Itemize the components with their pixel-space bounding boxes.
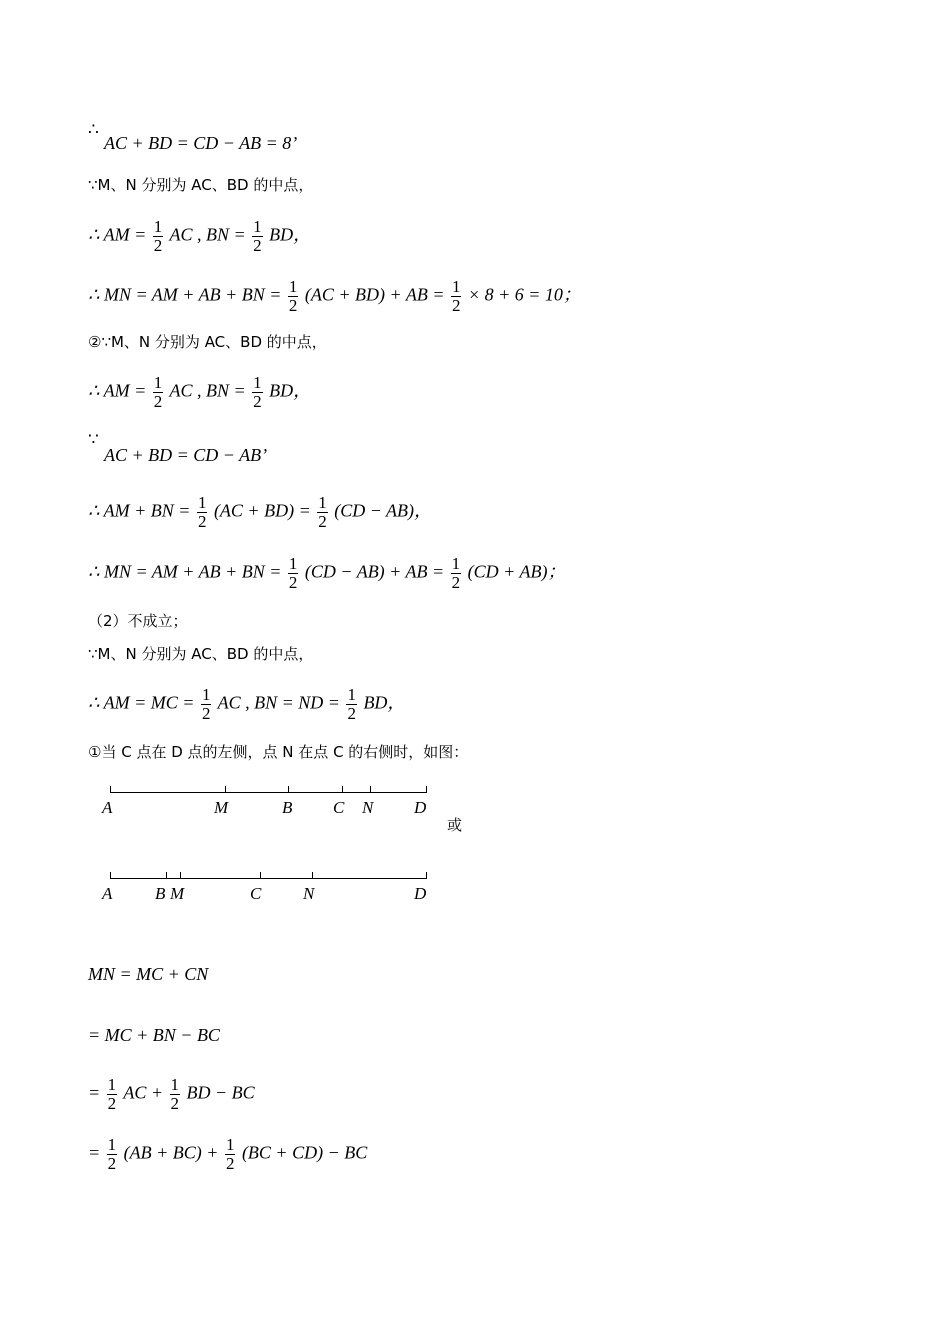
point-label: B <box>282 798 293 817</box>
tick <box>342 786 343 793</box>
point-label: D <box>414 798 427 817</box>
point-label: N <box>303 884 315 903</box>
tick <box>426 786 427 793</box>
fraction: $\frac{1}{2}$ <box>451 554 461 592</box>
fraction: $\frac{1}{2}$ <box>253 217 262 255</box>
line-7 <box>88 432 99 449</box>
fraction: $\frac{1}{2}$ <box>107 1075 117 1113</box>
fraction: $\frac{1}{2}$ <box>153 217 163 255</box>
tick <box>288 786 289 793</box>
point-label: D <box>414 884 427 903</box>
line-3: ∴ AM = $\frac{1}{2}$ AC , BN = $\frac{1}{2}$ BD， <box>88 217 312 255</box>
line-12: ∴ AM = MC = $\frac{1}{2}$ AC , BN = ND = $\frac{1}{2}$ BD， <box>88 685 406 723</box>
segment-diagram-2 <box>100 870 440 910</box>
fraction: $\frac{1}{2}$ <box>170 1075 179 1113</box>
tick <box>225 786 226 793</box>
point-label: N <box>362 798 374 817</box>
line-10: （2）不成立； <box>88 612 188 630</box>
point-label: B <box>155 884 166 903</box>
line-9: ∴ MN = AM + AB + BN = $\frac{1}{2}$ (CD − AB) + AB = $\frac{1}{2}$ (CD + AB)； <box>88 554 566 592</box>
segment-line <box>110 792 426 793</box>
line-15: = MC + BN − BC <box>88 1025 220 1045</box>
point-label: A <box>102 798 113 817</box>
point-label: C <box>333 798 345 817</box>
tick <box>110 872 111 879</box>
tick <box>180 872 181 879</box>
tick <box>110 786 111 793</box>
equation-1: AC + BD = CD − AB = 8’ <box>104 133 298 153</box>
fraction: $\frac{1}{2}$ <box>288 277 298 315</box>
equation-7: AC + BD = CD − AB’ <box>104 445 268 465</box>
line-4: ∴ MN = AM + AB + BN = $\frac{1}{2}$ (AC + BD) + AB = $\frac{1}{2}$ × 8 + 6 = 10； <box>88 277 581 315</box>
fraction: $\frac{1}{2}$ <box>253 373 262 411</box>
point-label: C <box>250 884 262 903</box>
tick <box>370 786 371 793</box>
point-label: A <box>102 884 113 903</box>
or-label: 或 <box>447 816 463 834</box>
fraction: $\frac{1}{2}$ <box>288 554 298 592</box>
tick <box>312 872 313 879</box>
line-11: ∵M、N 分别为 AC、BD 的中点， <box>88 645 314 663</box>
tick <box>260 872 261 879</box>
line-2: ∵M、N 分别为 AC、BD 的中点， <box>88 176 314 194</box>
therefore-symbol: ∴ <box>88 120 99 140</box>
fraction: $\frac{1}{2}$ <box>347 685 356 723</box>
line-5: ②∵M、N 分别为 AC、BD 的中点， <box>88 333 327 351</box>
point-label: M <box>170 884 185 903</box>
line-13: ①当 C 点在 D 点的左侧，点 N 在点 C 的右侧时，如图： <box>88 743 469 761</box>
fraction: $\frac{1}{2}$ <box>107 1135 117 1173</box>
line-8: ∴ AM + BN = $\frac{1}{2}$ (AC + BD) = $\frac{1}{2}$ (CD − AB)， <box>88 493 433 531</box>
line-1 <box>88 122 99 139</box>
point-label: M <box>214 798 229 817</box>
line-17: = $\frac{1}{2}$ (AB + BC) + $\frac{1}{2}$ (BC + CD) − BC <box>88 1135 368 1173</box>
segment-diagram-1 <box>100 784 440 824</box>
fraction: $\frac{1}{2}$ <box>153 373 163 411</box>
because-symbol: ∵ <box>88 430 99 450</box>
fraction: $\frac{1}{2}$ <box>451 277 461 315</box>
tick <box>166 872 167 879</box>
segment-line <box>110 878 426 879</box>
fraction: $\frac{1}{2}$ <box>197 493 207 531</box>
fraction: $\frac{1}{2}$ <box>225 1135 235 1173</box>
fraction: $\frac{1}{2}$ <box>201 685 211 723</box>
fraction: $\frac{1}{2}$ <box>318 493 327 531</box>
line-6: ∴ AM = $\frac{1}{2}$ AC , BN = $\frac{1}{2}$ BD， <box>88 373 312 411</box>
line-14: MN = MC + CN <box>88 964 209 984</box>
tick <box>426 872 427 879</box>
line-16: = $\frac{1}{2}$ AC + $\frac{1}{2}$ BD − BC <box>88 1075 255 1113</box>
